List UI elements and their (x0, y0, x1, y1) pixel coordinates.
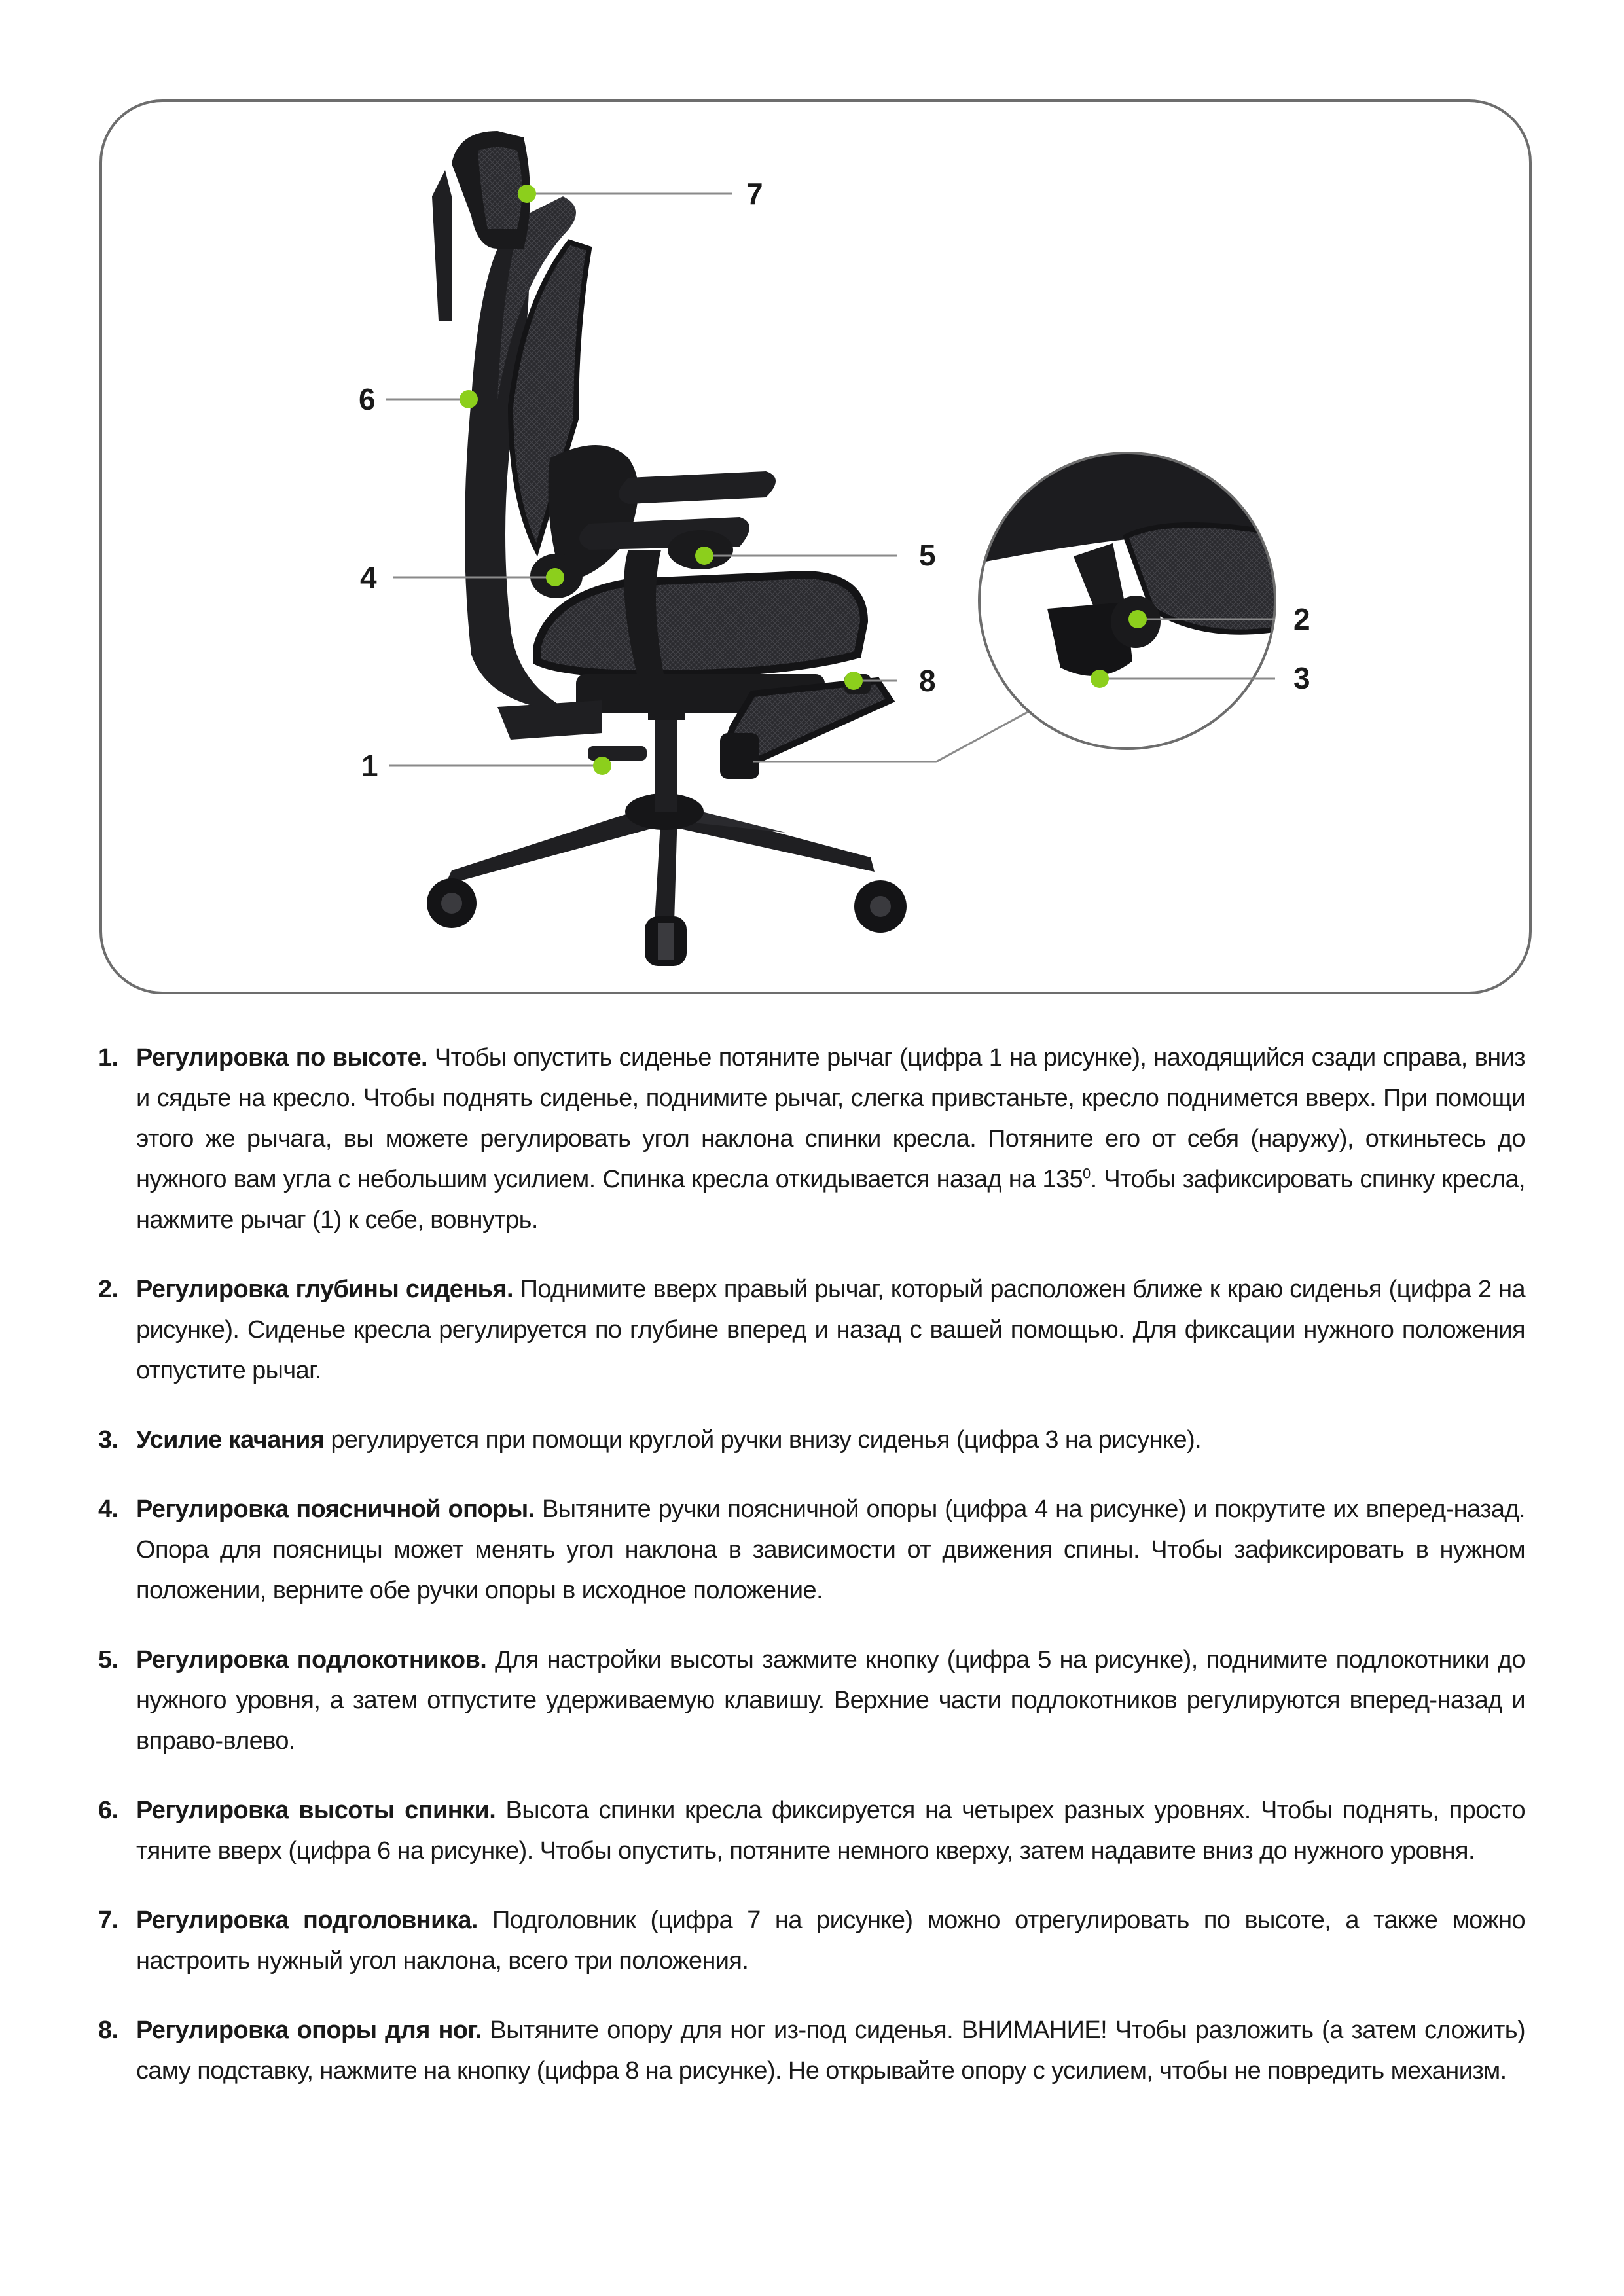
callout-3: 3 (1293, 661, 1310, 695)
degree-sup: 0 (1083, 1165, 1091, 1182)
instruction-item-1 (98, 1037, 1525, 1240)
callout-5: 5 (919, 538, 936, 572)
instruction-item-2 (98, 1269, 1525, 1391)
instruction-text: Вытяните опору для ног из-под сиденья. ВНИМАНИЕ! Чтобы разложить (а затем сложить) саму подставку, нажмите на кнопку (цифра 8 на рисунке). Не открывайте опору с усилием, чтобы не повредить механизм. (136, 2017, 1525, 2085)
instruction-item-5 (98, 1640, 1525, 1761)
callout-8: 8 (919, 664, 936, 698)
instruction-list (98, 1037, 1525, 2120)
instruction-title: Регулировка опоры для ног. (136, 2017, 482, 2044)
instruction-item-7 (98, 1900, 1525, 1981)
instruction-text: регулируется при помощи круглой ручки внизу сиденья (цифра 3 на рисунке). (324, 1426, 1202, 1454)
instruction-number: 4. (98, 1496, 118, 1523)
instruction-number: 1. (98, 1044, 118, 1071)
instruction-text: Подголовник (цифра 7 на рисунке) можно отрегулировать по высоте, а также можно настроить нужный угол наклона, всего три положения. (136, 1907, 1525, 1975)
instruction-text: Поднимите вверх правый рычаг, который расположен ближе к краю сиденья (цифра 2 на рисунке). Сиденье кресла регулируется по глубине вперед и назад с вашей помощью. Для фиксации нужного положения отпустите рычаг. (136, 1276, 1525, 1384)
callout-4: 4 (360, 560, 377, 594)
instruction-text: Чтобы опустить сиденье потяните рычаг (цифра 1 на рисунке), находящийся сзади справа, вниз и сядьте на кресло. Чтобы поднять сиденье, поднимите рычаг, слегка привстаньте, кресло поднимется вверх. При помощи этого же рычага, вы можете регулировать угол наклона спинки кресла. Потяните его от себя (наружу), откиньтесь до нужного вам угла с небольшим усилием. Спинка кресла откидывается назад на 135 (136, 1044, 1525, 1193)
instruction-text: Вытяните ручки поясничной опоры (цифра 4 на рисунке) и покрутите их вперед-назад. Опора для поясницы может менять угол наклона в зависимости от движения спины. Чтобы зафиксировать в нужном положении, верните обе ручки опоры в исходное положение. (136, 1496, 1525, 1604)
instruction-item-3 (98, 1420, 1525, 1460)
instruction-number: 6. (98, 1797, 118, 1824)
callout-7: 7 (746, 177, 763, 211)
instruction-number: 8. (98, 2017, 118, 2044)
instruction-title: Регулировка высоты спинки. (136, 1797, 496, 1824)
instruction-title: Регулировка подлокотников. (136, 1646, 487, 1674)
instruction-title: Усилие качания (136, 1426, 325, 1454)
instruction-item-4 (98, 1489, 1525, 1611)
chair-base (427, 694, 907, 966)
instruction-text: Для настройки высоты зажмите кнопку (цифра 5 на рисунке), поднимите подлокотники до нужного уровня, а затем отпустите удерживаемую клавишу. Верхние части подлокотников регулируются вперед-назад и вправо-влево. (136, 1646, 1525, 1755)
callout-2: 2 (1293, 602, 1310, 636)
callout-1: 1 (361, 749, 378, 783)
instruction-number: 3. (98, 1426, 118, 1454)
instruction-item-6 (98, 1790, 1525, 1871)
instruction-title: Регулировка по высоте. (136, 1044, 427, 1071)
instruction-text: Высота спинки кресла фиксируется на четырех разных уровнях. Чтобы поднять, просто тяните вверх (цифра 6 на рисунке). Чтобы опустить, потяните немного кверху, затем надавите вниз до нужного уровня. (136, 1797, 1525, 1865)
chair-diagram (0, 0, 1624, 1001)
instruction-number: 7. (98, 1907, 118, 1934)
instruction-title: Регулировка поясничной опоры. (136, 1496, 535, 1523)
instruction-title: Регулировка подголовника. (136, 1907, 478, 1934)
instruction-item-8 (98, 2010, 1525, 2091)
instruction-title: Регулировка глубины сиденья. (136, 1276, 513, 1303)
instruction-number: 5. (98, 1646, 118, 1674)
instruction-text-after: . Чтобы зафиксировать спинку кресла, нажмите рычаг (1) к себе, вовнутрь. (136, 1166, 1525, 1234)
callout-6: 6 (359, 382, 376, 416)
instruction-number: 2. (98, 1276, 118, 1303)
